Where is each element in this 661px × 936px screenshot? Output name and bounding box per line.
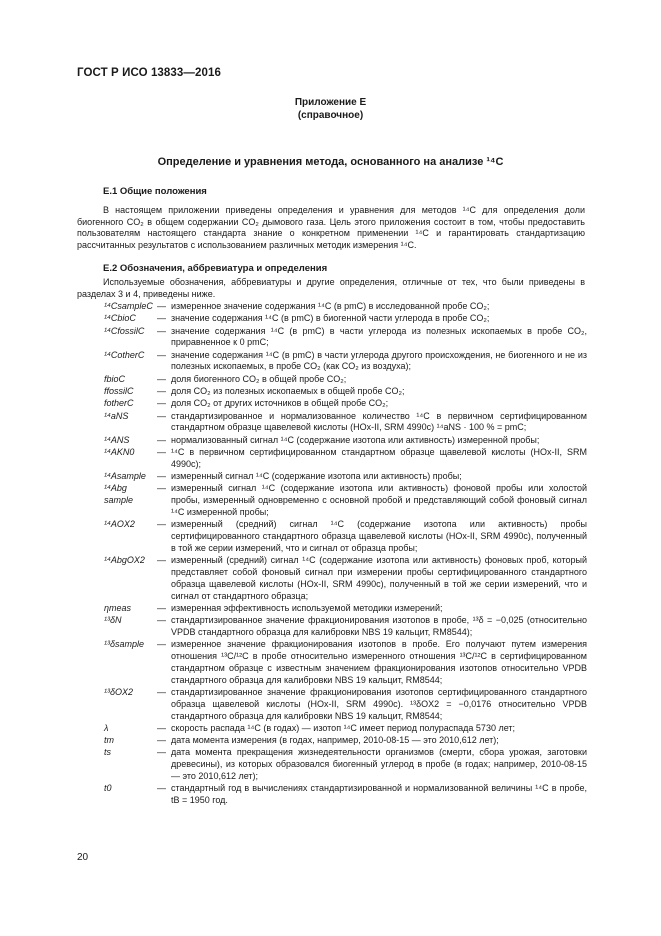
definition-row: ¹⁴CbioC — значение содержания ¹⁴C (в pmC) в биогенной части углерода в пробе CO₂; <box>77 313 587 325</box>
definition-row: fbioC — доля биогенного CO₂ в общей пробе CO₂; <box>77 374 587 386</box>
definition-text: значение содержания ¹⁴C (в pmC) в биогенной части углерода в пробе CO₂; <box>171 313 490 324</box>
definition-text: стандартный год в вычислениях стандартизированной и нормализованной величины ¹⁴C в пробе, tB = 1950 год. <box>171 783 587 806</box>
definition-row: λ — скорость распада ¹⁴C (в годах) — изотоп ¹⁴C имеет период полураспада 5730 лет; <box>77 723 587 735</box>
definition-symbol: ¹³δOX2 <box>104 687 134 697</box>
definition-symbol: ffossilC <box>104 386 134 397</box>
definition-text: значение содержания ¹⁴C (в pmC) в части углерода другого происхождения, не биогенного и не из полезных ископаемых, в пробе CO₂ (как CO₂ из воздуха); <box>171 349 587 372</box>
definition-row: ffossilC — доля CO₂ из полезных ископаемых в общей пробе CO₂; <box>77 386 587 398</box>
definition-symbol: ¹⁴Asample <box>104 471 146 482</box>
definition-row: ¹⁴Abg sample — измеренный сигнал ¹⁴C (содержание изотопа или активность) фоновой пробы или холостой пробы, измеренный одновременно с основной пробой и представляющий собой фоновый сигнал ¹⁴C измеренной пробы; <box>77 483 587 518</box>
definition-text: измеренное значение фракционирования изотопов в пробе. Его получают путем измерения отношения ¹³C/¹²C в пробе относительно измеренного отношения ¹³C/¹²C в сертифицированном стандартном образце с известным значением фракционирования изотопов относительно VPDB стандартного образца для калибровки NBS 19 кальцит, RM8544; <box>171 639 587 685</box>
definition-symbol: ts <box>104 747 112 758</box>
definition-text: скорость распада ¹⁴C (в годах) — изотоп ¹⁴C имеет период полураспада 5730 лет; <box>171 722 516 733</box>
definition-text: ¹⁴C в первичном сертифицированном стандартном образце щавелевой кислоты (HOx-II, SRM 4990c); <box>171 447 587 469</box>
definition-text: нормализованный сигнал ¹⁴C (содержание изотопа или активность) измеренной пробы; <box>171 434 540 445</box>
definition-text: стандартизированное значение фракционирования изотопов в пробе, ¹³δ = −0,025 (относительно VPDB стандартного образца для калибровки NBS 19 кальцит, RM8544); <box>171 615 587 638</box>
definition-row: ¹⁴Asample — измеренный сигнал ¹⁴C (содержание изотопа или активность) пробы; <box>77 471 587 483</box>
definition-symbol: ¹⁴AKN0 <box>104 447 135 458</box>
definition-text: доля CO₂ от других источников в общей пробе CO₂; <box>171 398 389 409</box>
definition-row: ¹³δN — стандартизированное значение фракционирования изотопов в пробе, ¹³δ = −0,025 (относительно VPDB стандартного образца для калибровки NBS 19 кальцит, RM8544); <box>77 615 587 639</box>
definition-symbol: ¹³δsample <box>104 639 145 650</box>
definition-text: значение содержания ¹⁴C (в pmC) в части углерода из полезных ископаемых в пробе CO₂, приравненное к 0 pmC; <box>171 325 587 348</box>
definition-symbol: fbioC <box>104 373 126 384</box>
page-title: Определение и уравнения метода, основанного на анализе ¹⁴C <box>157 156 504 168</box>
definition-row: ¹³δsample — измеренное значение фракционирования изотопов в пробе. Его получают путем измерения отношения ¹³C/¹²C в пробе относительно измеренного отношения ¹³C/¹²C в сертифицированном стандартном образце с известным значением фракционирования изотопов относительно VPDB стандартного образца для калибровки NBS 19 кальцит, RM8544; <box>77 639 587 686</box>
definition-symbol: ¹⁴Abg sample <box>104 483 134 506</box>
definition-symbol: ¹⁴ANS <box>104 434 130 445</box>
definition-row: fotherC — доля CO₂ от других источников в общей пробе CO₂; <box>77 398 587 410</box>
definition-row: ¹⁴CotherC — значение содержания ¹⁴C (в pmC) в части углерода другого происхождения, не биогенного и не из полезных ископаемых, в пробе CO₂ (как CO₂ из воздуха); <box>77 350 587 374</box>
definition-row: ¹⁴aNS — стандартизированное и нормализованное количество ¹⁴C в первичном сертифицированном стандартном образце щавелевой кислоты (HOx-II, SRM 4990c) ¹⁴aNS · 100 % = pmC; <box>77 411 587 435</box>
section-heading-1: Е.1 Общие положения <box>103 186 207 197</box>
section-1-text: В настоящем приложении приведены определения и уравнения для методов ¹⁴C для определения доли биогенного CO₂ в общем содержании CO₂ дымового газа. Цель этого приложения состоит в том, чтобы предоставить пользователям настоящего стандарта знание о конкретном применении ¹⁴C и гарантировать стандартизацию рассчитанных результатов с использованием различных методик измерения ¹⁴C. <box>77 205 585 250</box>
definition-text: доля CO₂ из полезных ископаемых в общей пробе CO₂; <box>171 386 405 397</box>
section-heading-2: Е.2 Обозначения, аббревиатура и определения <box>103 263 328 274</box>
definition-symbol: ¹⁴AbgOX2 <box>104 555 145 566</box>
definition-text: измеренный сигнал ¹⁴C (содержание изотопа или активность) пробы; <box>171 471 462 482</box>
definition-row: ¹⁴CfossilC — значение содержания ¹⁴C (в pmC) в части углерода из полезных ископаемых в пробе CO₂, приравненное к 0 pmC; <box>77 326 587 350</box>
definition-symbol: ¹⁴aNS <box>104 410 129 421</box>
definition-symbol: ¹⁴CfossilC <box>104 325 145 336</box>
definition-row: ¹⁴AKN0 — ¹⁴C в первичном сертифицированном стандартном образце щавелевой кислоты (HOx-II, SRM 4990c); <box>77 447 587 471</box>
definition-text: измеренный (средний) сигнал ¹⁴C (содержание изотопа или активность) пробы сертифицированного стандартного образца щавелевой кислоты (HOx-II, SRM 4990c), полученный в той же серии измерений, что и сигнал от образца пробы; <box>171 519 587 553</box>
appendix-title: Приложение Е <box>294 97 367 108</box>
definition-row: ts — дата момента прекращения жизнедеятельности организмов (смерти, сбора урожая, заготовки древесины), из которых образовался биогенный углерод в пробе (в годах; например, 2010-08-15 — это 2010,612 лет); <box>77 747 587 782</box>
definition-symbol: tm <box>104 735 114 746</box>
definition-text: доля биогенного CO₂ в общей пробе CO₂; <box>171 373 347 384</box>
page-number: 20 <box>77 852 89 863</box>
definition-text: дата момента измерения (в годах, например, 2010-08-15 — это 2010,612 лет); <box>171 735 499 746</box>
definition-symbol: t0 <box>104 783 112 794</box>
definition-symbol: ¹⁴CbioC <box>104 313 136 324</box>
definition-symbol: ¹⁴CotherC <box>104 349 145 360</box>
definition-symbol: ηmeas <box>104 602 132 613</box>
definition-row: ηmeas — измеренная эффективность используемой методики измерений; <box>77 603 587 615</box>
definition-row: tm — дата момента измерения (в годах, например, 2010-08-15 — это 2010,612 лет); <box>77 735 587 747</box>
definition-text: стандартизированное значение фракционирования изотопов сертифицированного стандартного образца щавелевой кислоты (HOx-II, SRM 4990c). ¹³δOX2 = −0,0176 относительно VPDB стандартного образца для калибровки NBS 19 кальцит, RM8544; <box>171 687 587 721</box>
definition-row: ¹⁴AbgOX2 — измеренный (средний) сигнал ¹⁴C (содержание изотопа или активность) фоновых проб, который представляет собой фоновый сигнал при измерении пробы сертифицированного стандартного образца щавелевой кислоты (HOx-II, SRM 4990c), полученный в той же серии измерений, что и сигнал от стандартного образца; <box>77 555 587 602</box>
definition-row: ¹³δOX2 — стандартизированное значение фракционирования изотопов сертифицированного стандартного образца щавелевой кислоты (HOx-II, SRM 4990c). ¹³δOX2 = −0,0176 относительно VPDB стандартного образца для калибровки NBS 19 кальцит, RM8544; <box>77 687 587 722</box>
section-2-intro: Используемые обозначения, аббревиатуры и другие определения, отличные от тех, что были приведены в разделах 3 и 4, приведены ниже. <box>77 277 585 299</box>
definition-symbol: ¹⁴CsampleC <box>104 301 153 311</box>
definition-text: измеренный (средний) сигнал ¹⁴C (содержание изотопа или активность) фоновых проб, который представляет собой фоновый сигнал при измерении пробы сертифицированного стандартного образца щавелевой кислоты (HOx-II, SRM 4990c), полученный в той же серии измерений, что и сигнал от стандартного образца; <box>171 555 587 601</box>
definition-text: стандартизированное и нормализованное количество ¹⁴C в первичном сертифицированном стандартном образце щавелевой кислоты (HOx-II, SRM 4990c) ¹⁴aNS · 100 % = pmC; <box>171 410 587 433</box>
definition-row: ¹⁴CsampleC — измеренное значение содержания ¹⁴C (в pmC) в исследованной пробе CO₂; <box>77 301 587 313</box>
definition-symbol: ¹⁴AOX2 <box>104 519 135 530</box>
definition-text: измеренная эффективность используемой методики измерений; <box>171 602 443 613</box>
document-id: ГОСТ Р ИСО 13833—2016 <box>77 67 222 79</box>
definition-text: дата момента прекращения жизнедеятельности организмов (смерти, сбора урожая, заготовки древесины), из которых образовался биогенный углерод в пробе (в годах; например, 2010-08-15 — это 2010,612 лет); <box>171 747 587 782</box>
definition-row: ¹⁴AOX2 — измеренный (средний) сигнал ¹⁴C (содержание изотопа или активность) пробы сертифицированного стандартного образца щавелевой кислоты (HOx-II, SRM 4990c), полученный в той же серии измерений, что и сигнал от образца пробы; <box>77 519 587 554</box>
definition-text: измеренное значение содержания ¹⁴C (в pmC) в исследованной пробе CO₂; <box>171 301 490 311</box>
definition-symbol: fotherC <box>104 398 134 409</box>
definition-symbol: λ <box>104 722 109 733</box>
definition-symbol: ¹³δN <box>104 615 122 626</box>
definitions-list <box>77 301 587 807</box>
definition-row: t0 — стандартный год в вычислениях стандартизированной и нормализованной величины ¹⁴C в пробе, tB = 1950 год. <box>77 783 587 807</box>
appendix-type: (справочное) <box>297 110 364 121</box>
definition-text: измеренный сигнал ¹⁴C (содержание изотопа или активность) фоновой пробы или холостой пробы, измеренный одновременно с основной пробой и представляющий собой фоновый сигнал ¹⁴C измеренной пробы; <box>171 483 587 518</box>
definition-row: ¹⁴ANS — нормализованный сигнал ¹⁴C (содержание изотопа или активность) измеренной пробы; <box>77 435 587 447</box>
